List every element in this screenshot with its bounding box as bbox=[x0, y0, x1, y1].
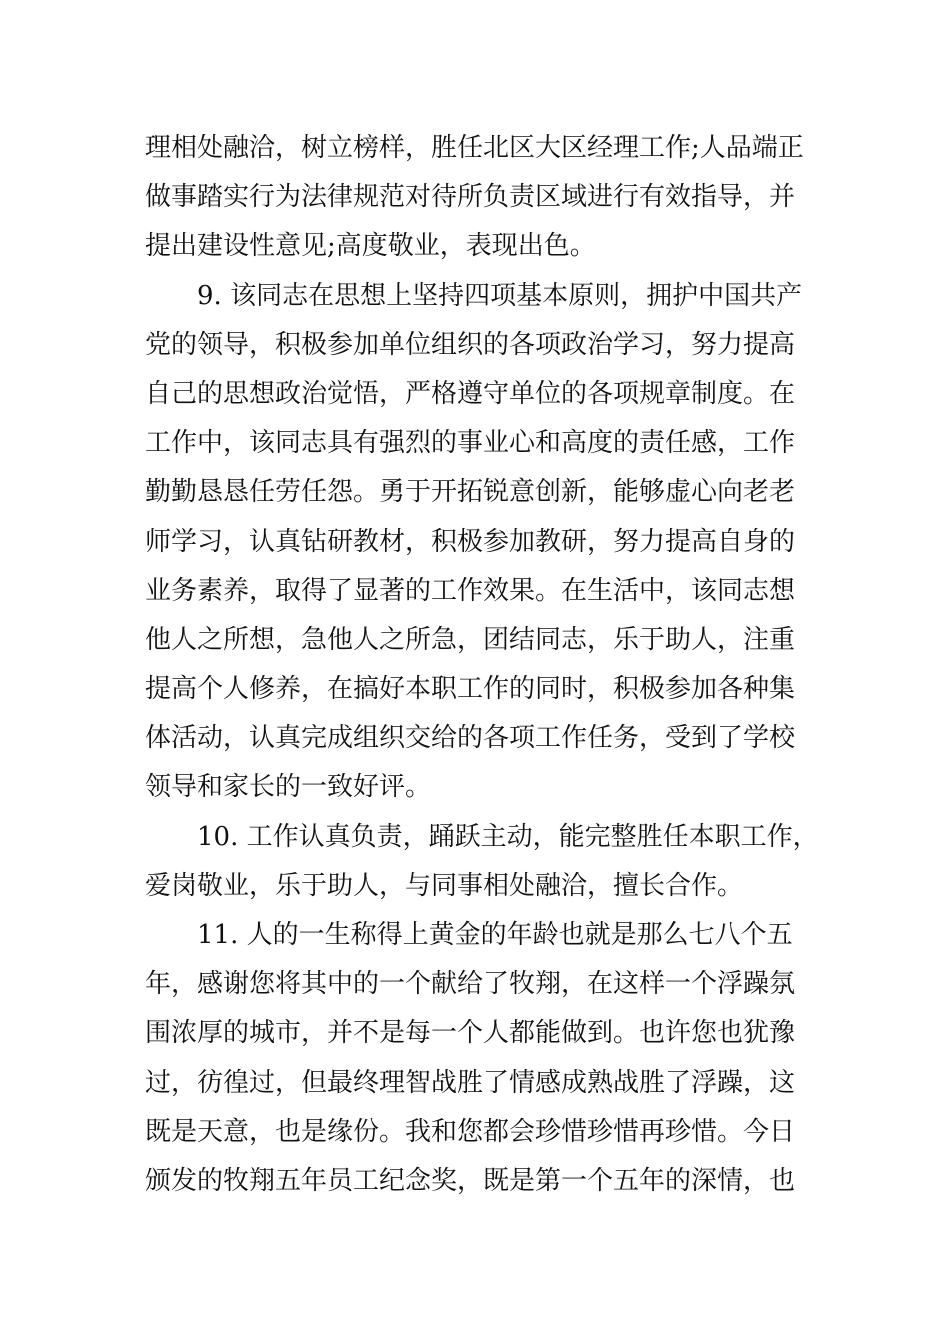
text-line: 领导和家长的一致好评。 bbox=[145, 772, 432, 803]
text-line: 既是天意，也是缘份。我和您都会珍惜珍惜再珍惜。今日 bbox=[145, 1116, 796, 1147]
text-line: 过，彷徨过，但最终理智战胜了情感成熟战胜了浮躁，这 bbox=[145, 1067, 796, 1098]
text-line: 业务素养，取得了显著的工作效果。在生活中，该同志想 bbox=[145, 575, 796, 606]
text-line: 提出建设性意见;高度敬业，表现出色。 bbox=[145, 231, 596, 262]
text-line: 体活动，认真完成组织交给的各项工作任务，受到了学校 bbox=[145, 723, 796, 754]
text-line: 党的领导，积极参加单位组织的各项政治学习，努力提高 bbox=[145, 329, 796, 360]
paragraph-item-11 bbox=[145, 911, 807, 1206]
text-line: 颁发的牧翔五年员工纪念奖，既是第一个五年的深情，也 bbox=[145, 1165, 796, 1196]
text-line: 工作中，该同志具有强烈的事业心和高度的责任感，工作 bbox=[145, 428, 796, 459]
paragraph-continuation bbox=[145, 124, 807, 272]
text-line: 爱岗敬业，乐于助人，与同事相处融洽，擅长合作。 bbox=[145, 870, 744, 901]
text-line: 他人之所想，急他人之所急，团结同志，乐于助人，注重 bbox=[145, 624, 796, 655]
document-body bbox=[145, 124, 819, 1206]
text-line: 做事踏实行为法律规范对待所负责区域进行有效指导，并 bbox=[145, 182, 796, 213]
text-line: 师学习，认真钻研教材，积极参加教研，努力提高自身的 bbox=[145, 526, 796, 557]
text-line: 理相处融洽，树立榜样，胜任北区大区经理工作;人品端正 bbox=[145, 133, 804, 163]
text-line: 10. 工作认真负责，踊跃主动，能完整胜任本职工作， bbox=[197, 821, 819, 852]
text-line: 11. 人的一生称得上黄金的年龄也就是那么七八个五 bbox=[197, 920, 793, 950]
text-line: 提高个人修养，在搞好本职工作的同时，积极参加各种集 bbox=[145, 674, 796, 705]
text-line: 年，感谢您将其中的一个献给了牧翔，在这样一个浮躁氛 bbox=[145, 969, 796, 1000]
text-line: 自己的思想政治觉悟，严格遵守单位的各项规章制度。在 bbox=[145, 378, 796, 409]
text-line: 9. 该同志在思想上坚持四项基本原则，拥护中国共产 bbox=[197, 280, 803, 311]
text-line: 围浓厚的城市，并不是每一个人都能做到。也许您也犹豫 bbox=[145, 1018, 796, 1049]
paragraph-item-9 bbox=[145, 272, 807, 813]
paragraph-item-10 bbox=[145, 813, 819, 911]
text-line: 勤勤恳恳任劳任怨。勇于开拓锐意创新，能够虚心向老老 bbox=[145, 477, 796, 508]
